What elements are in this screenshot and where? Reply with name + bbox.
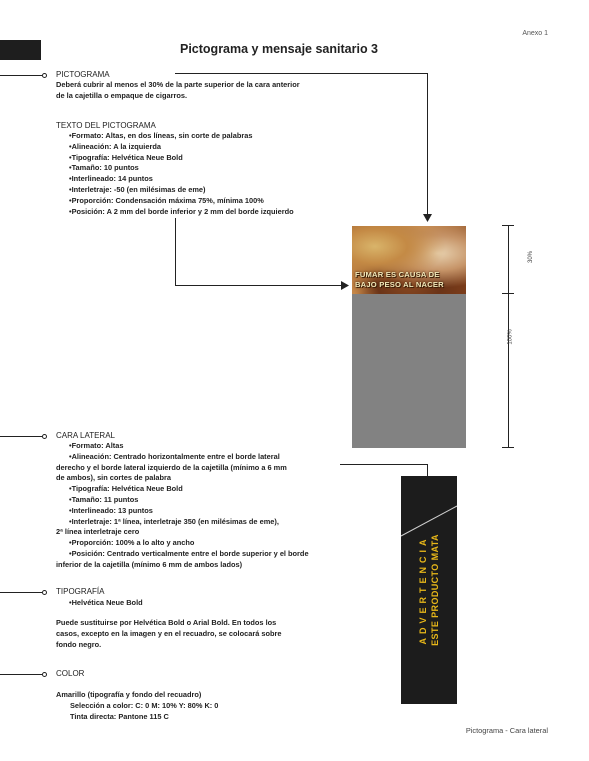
pictograma-description [56,80,300,102]
side-panel-line-2: ESTE PRODUCTO MATA [430,534,440,646]
spec-item: derecho y el borde lateral izquierdo de la cajetilla (mínimo a 6 mm [56,462,287,472]
side-panel-line-1: ADVERTENCIA [418,535,428,645]
spec-item: •Formato: Altas [69,441,124,450]
note-line: fondo negro. [56,639,102,649]
pictograma-heading: PICTOGRAMA [56,70,110,79]
spec-item: •Interlineado: 13 puntos [69,505,153,515]
texto-arrow-v [175,218,176,285]
spec-item: •Alineación: Centrado horizontalmente entre el borde lateral [69,451,280,461]
pictograma-line: de la cajetilla o empaque de cigarros. [56,90,188,100]
warning-line-1: FUMAR ES CAUSA DE [355,270,440,279]
tipografia-leader-dot [42,590,47,595]
arrow-right-icon [341,281,349,290]
dim-label-100: 100% [507,329,514,345]
pictograma-leader-line [0,75,42,76]
spec-item: •Proporción: 100% a lo alto y ancho [69,538,195,548]
side-panel [401,476,457,704]
spec-item: •Interletraje: -50 (en milésimas de eme) [69,184,206,194]
tipografia-font: •Helvética Neue Bold [69,598,143,607]
pack-front-area [352,294,466,448]
side-panel-text [417,534,441,646]
arrow-down-icon [423,214,432,222]
texto-arrow-h [175,285,343,286]
annex-label: Anexo 1 [522,30,548,37]
dim-label-30: 30% [528,250,535,264]
texto-spec-list [56,131,294,217]
spec-item: •Interlineado: 14 puntos [69,174,153,184]
tipografia-heading: TIPOGRAFÍA [56,587,105,596]
texto-heading: TEXTO DEL PICTOGRAMA [56,121,156,130]
spec-item: •Tipografía: Helvética Neue Bold [69,484,183,494]
spec-item: •Alineación: A la izquierda [69,141,161,151]
spec-item: •Formato: Altas, en dos líneas, sin corte de palabras [69,131,253,140]
spec-item: inferior de la cajetilla (mínimo 6 mm de ambos lados) [56,559,243,569]
spec-item: •Interletraje: 1ª línea, interletraje 350 (en milésimas de eme), [69,516,279,526]
spec-item: •Posición: A 2 mm del borde inferior y 2 mm del borde izquierdo [69,206,294,216]
dim-tick-bottom [502,447,514,448]
header-black-bar [0,40,41,60]
cara-lateral-spec-list [56,441,309,571]
pictograma-arrow-h [175,73,428,74]
pictograma-line: Deberá cubrir al menos el 30% de la parte superior de la cara anterior [56,80,300,89]
cara-leader-line [0,436,42,437]
cara-arrow-h [340,464,428,465]
tipografia-leader-line [0,592,42,593]
spec-item: •Posición: Centrado verticalmente entre el borde superior y el borde [69,548,309,558]
page-title: Pictograma y mensaje sanitario 3 [180,42,379,56]
spec-item: •Proporción: Condensación máxima 75%, mínima 100% [69,195,264,205]
pictogram-warning-text [355,270,444,289]
color-line: Tinta directa: Pantone 115 C [70,711,169,721]
color-leader-dot [42,672,47,677]
cara-leader-dot [42,434,47,439]
spec-item: •Tipografía: Helvética Neue Bold [69,152,183,162]
color-leader-line [0,674,42,675]
note-line: casos, excepto en la imagen y en el recuadro, se colocará sobre [56,628,282,638]
spec-item: de ambos), sin cortes de palabra [56,473,172,483]
warning-line-2: BAJO PESO AL NACER [355,279,444,289]
color-line: Selección a color: C: 0 M: 10% Y: 80% K: 0 [70,700,219,710]
color-heading: COLOR [56,669,85,678]
tipografia-note [56,618,282,650]
note-line: Puede sustituirse por Helvética Bold o Arial Bold. En todos los [56,618,277,627]
spec-item: •Tamaño: 10 puntos [69,163,139,173]
pictogram-image [352,226,466,294]
pictograma-leader-dot [42,73,47,78]
cara-lateral-heading: CARA LATERAL [56,431,115,440]
spec-item: 2ª línea interletraje cero [56,527,140,537]
footer-label: Pictograma - Cara lateral [465,726,548,735]
color-spec [56,690,218,722]
pictograma-arrow-v [427,73,428,217]
color-line: Amarillo (tipografía y fondo del recuadro) [56,690,202,699]
spec-item: •Tamaño: 11 puntos [69,494,139,504]
